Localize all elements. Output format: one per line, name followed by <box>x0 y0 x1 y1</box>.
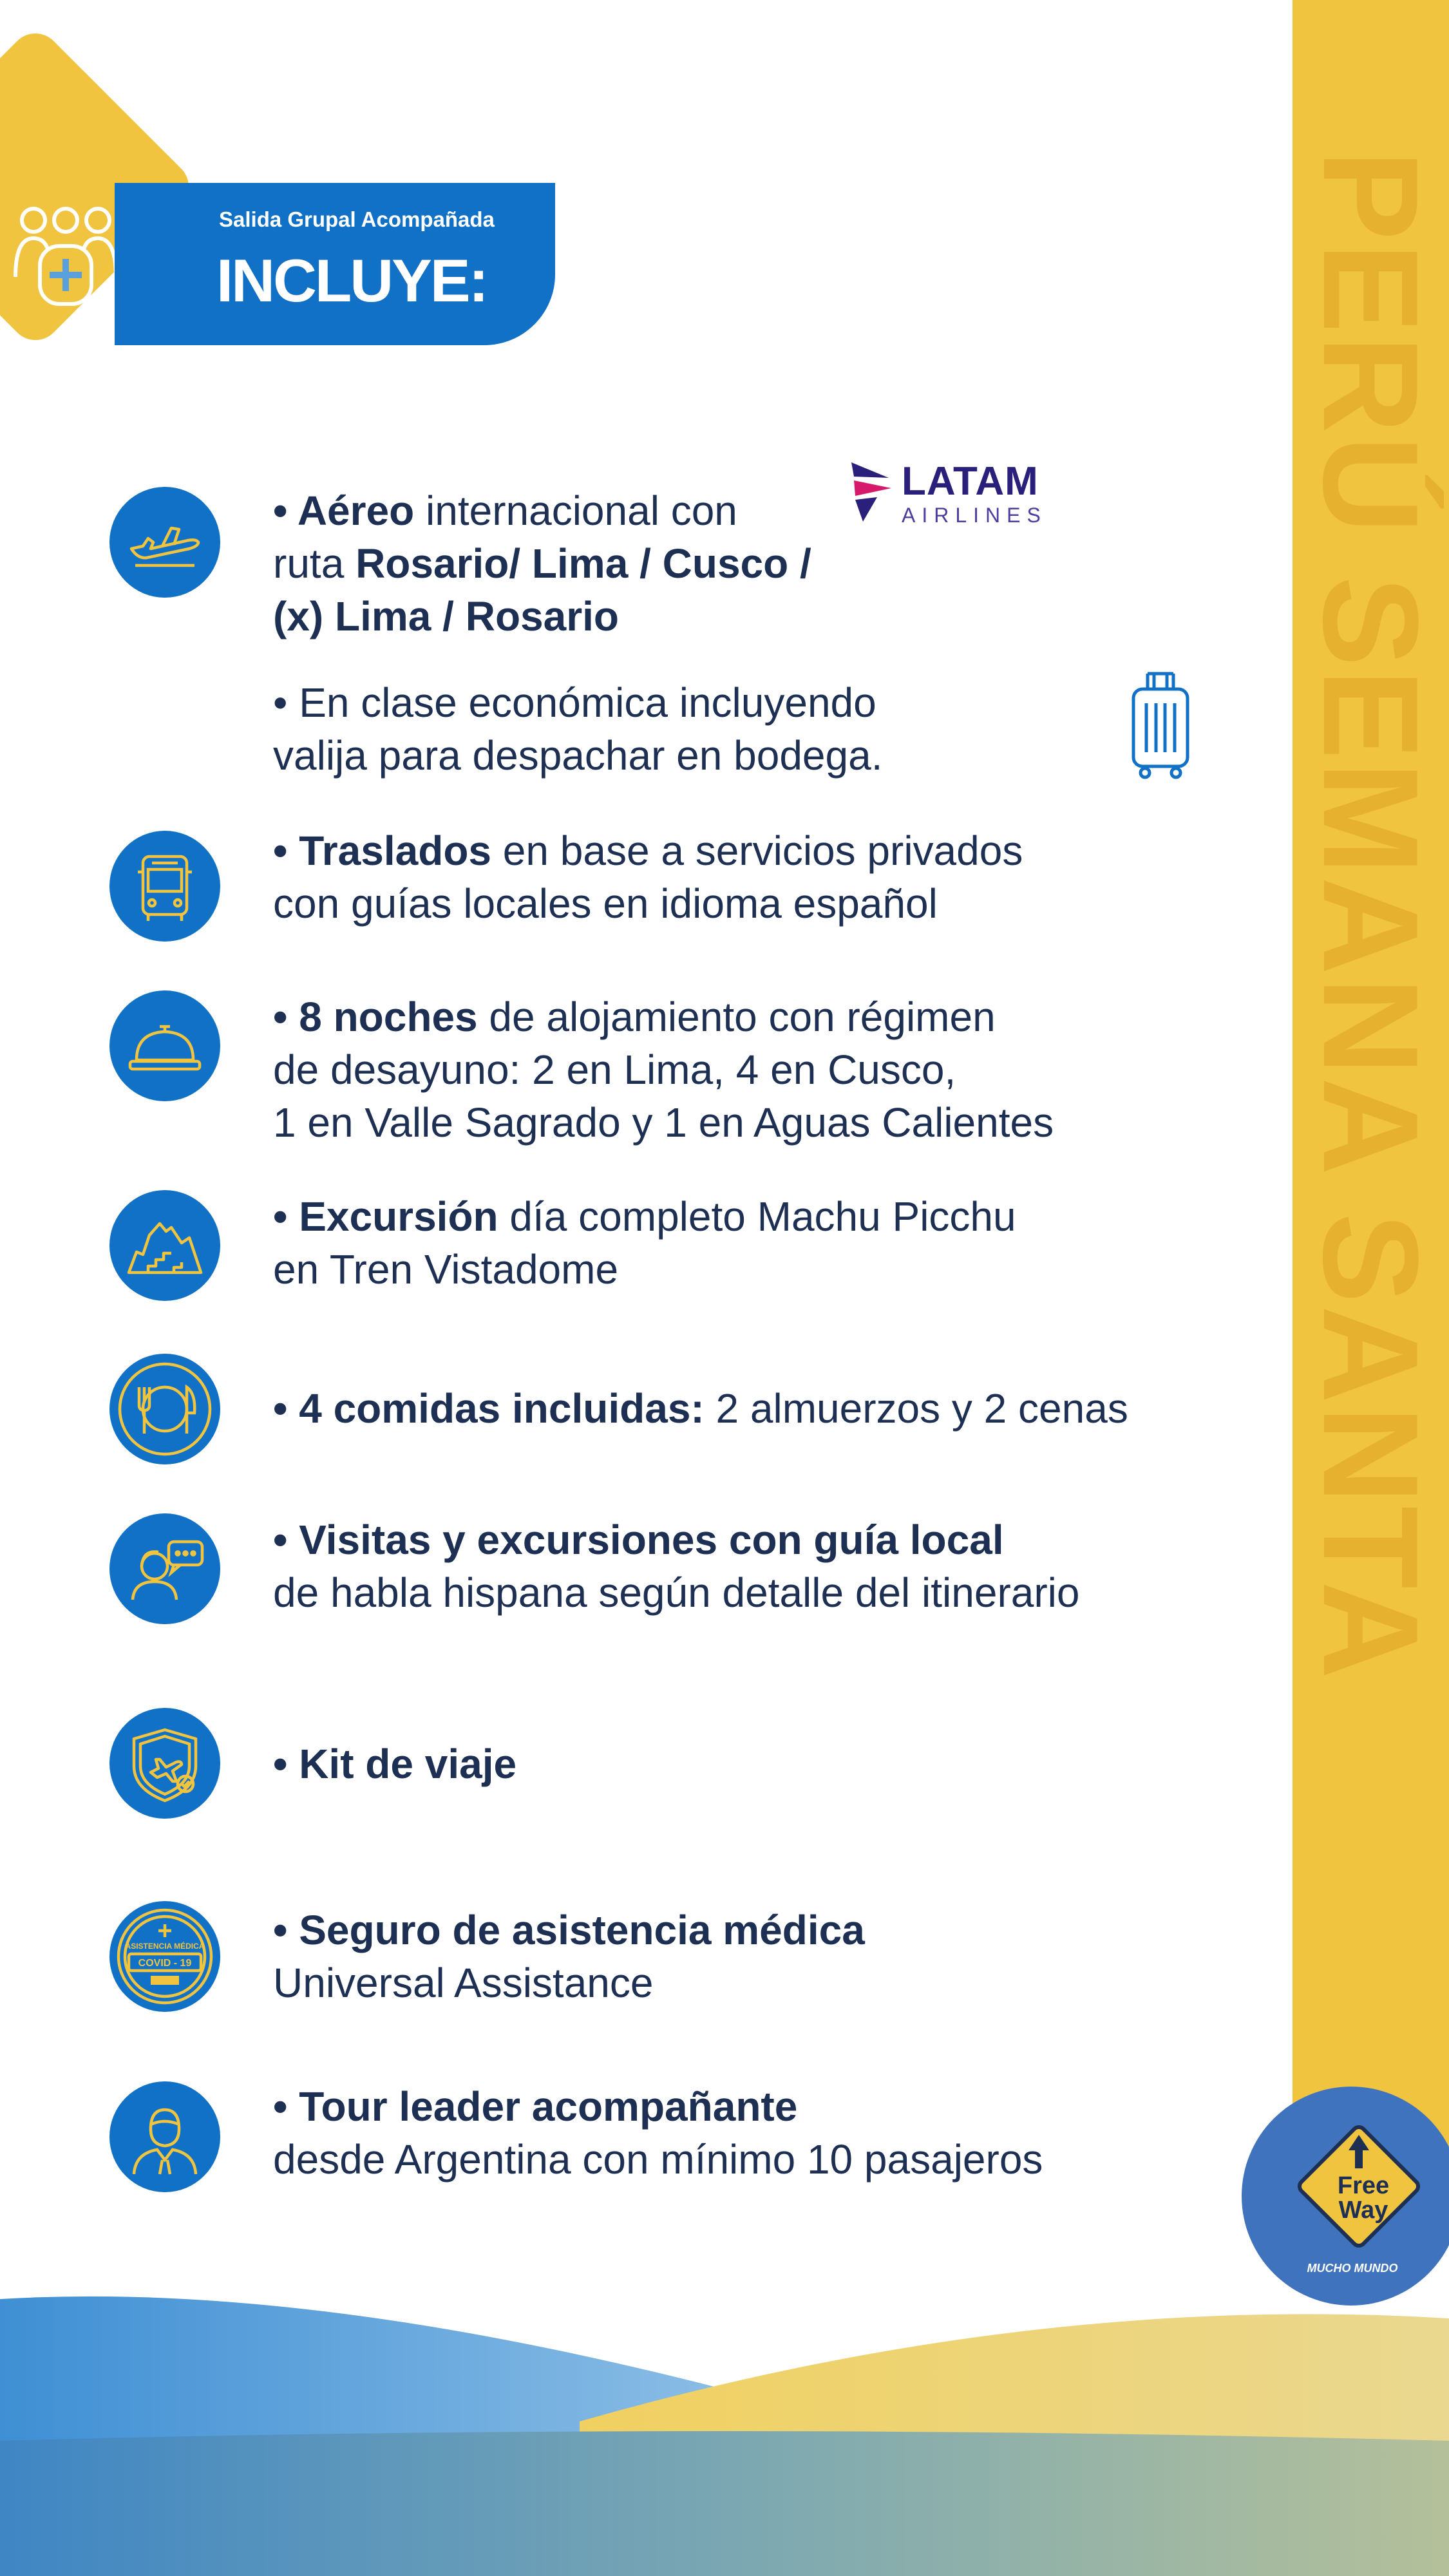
freeway-line1: Free <box>1337 2172 1390 2199</box>
item-text-bold: • Kit de viaje <box>273 1741 517 1787</box>
item-line <box>273 537 811 590</box>
freeway-line2: Way <box>1338 2197 1388 2224</box>
item-line <box>273 1956 865 2009</box>
header-banner <box>115 183 555 345</box>
airplane-icon <box>109 487 220 598</box>
medical-assistance-icon <box>109 1901 220 2012</box>
bus-icon <box>109 831 220 942</box>
hotel-bell-icon <box>109 990 220 1101</box>
item-line <box>273 1513 1079 1566</box>
item-text: ruta <box>273 540 356 587</box>
item-text: desde Argentina con mínimo 10 pasajeros <box>273 2136 1043 2183</box>
item-comidas-text <box>273 1382 1128 1435</box>
item-line <box>273 877 1023 930</box>
item-line <box>273 1190 1016 1243</box>
item-text-bold: • Traslados <box>273 828 491 874</box>
luggage-icon <box>1128 670 1193 779</box>
item-traslados-text <box>273 824 1023 930</box>
item-text-bold: • Excursión <box>273 1193 498 1240</box>
freeway-caption: MUCHO MUNDO <box>1307 2262 1398 2275</box>
item-text-bold: • Aéreo <box>273 488 415 534</box>
item-text-bold: Rosario/ Lima / Cusco / <box>355 540 811 587</box>
latam-sub: AIRLINES <box>902 504 1047 527</box>
tour-leader-icon <box>109 2081 220 2192</box>
item-line <box>273 1243 1016 1296</box>
item-text: día completo Machu Picchu <box>498 1193 1016 1240</box>
item-text: 2 almuerzos y 2 cenas <box>704 1385 1128 1432</box>
item-line <box>273 1382 1128 1435</box>
item-text: internacional con <box>414 488 737 534</box>
header-subtitle: Salida Grupal Acompañada <box>219 207 495 231</box>
item-text: valija para despachar en bodega. <box>273 732 883 779</box>
item-text: con guías locales en idioma español <box>273 880 938 927</box>
item-line <box>273 2080 1043 2133</box>
item-line <box>273 484 811 537</box>
item-text: Universal Assistance <box>273 1960 654 2006</box>
item-visitas-text <box>273 1513 1079 1619</box>
item-text-bold: (x) Lima / Rosario <box>273 593 619 639</box>
item-line <box>273 729 882 782</box>
item-text-bold: • Seguro de asistencia médica <box>273 1907 865 1953</box>
item-text-bold: • Tour leader acompañante <box>273 2083 798 2130</box>
bottom-waves <box>0 2254 1449 2576</box>
item-alojamiento-text <box>273 990 1054 1149</box>
item-equipaje-text <box>273 676 882 782</box>
item-text-bold: • 8 noches <box>273 994 478 1040</box>
item-line <box>273 990 1054 1043</box>
latam-name: LATAM <box>902 459 1039 504</box>
item-text: de alojamiento con régimen <box>477 994 996 1040</box>
guide-icon <box>109 1513 220 1624</box>
item-line <box>273 1566 1079 1619</box>
item-text: en Tren Vistadome <box>273 1246 619 1293</box>
machu-picchu-icon <box>109 1190 220 1301</box>
item-tour-leader-text <box>273 2080 1043 2186</box>
item-line <box>273 676 882 729</box>
item-text: • En clase económica incluyendo <box>273 679 876 726</box>
freeway-logo-text <box>1321 2174 1405 2222</box>
item-text: en base a servicios privados <box>491 828 1023 874</box>
header-title: INCLUYE: <box>216 247 487 314</box>
item-excursion-text <box>273 1190 1016 1296</box>
medical-icon-text-1: ASISTENCIA MÉDICA <box>125 1942 205 1951</box>
item-text-bold: • Visitas y excursiones con guía local <box>273 1517 1004 1563</box>
item-text: de habla hispana según detalle del itinerario <box>273 1569 1080 1616</box>
item-line <box>273 1738 516 1790</box>
item-kit-text <box>273 1738 516 1790</box>
item-seguro-text <box>273 1904 865 2009</box>
item-line <box>273 2133 1043 2186</box>
item-line <box>273 1904 865 1956</box>
item-text: de desayuno: 2 en Lima, 4 en Cusco, <box>273 1046 956 1093</box>
item-text-bold: • 4 comidas incluidas: <box>273 1385 705 1432</box>
travel-shield-icon <box>109 1708 220 1819</box>
item-line <box>273 824 1023 877</box>
item-line <box>273 1043 1054 1096</box>
item-aereo-text <box>273 484 811 643</box>
item-line <box>273 1096 1054 1149</box>
latam-mark-icon <box>849 459 894 523</box>
medical-icon-text-2: COVID - 19 <box>138 1958 192 1969</box>
item-line <box>273 590 811 643</box>
item-text: 1 en Valle Sagrado y 1 en Aguas Calientes <box>273 1099 1054 1146</box>
latam-logo <box>849 459 1068 529</box>
meal-icon <box>109 1354 220 1464</box>
side-title: PERÚ SEMANA SANTA <box>1295 149 1446 1682</box>
